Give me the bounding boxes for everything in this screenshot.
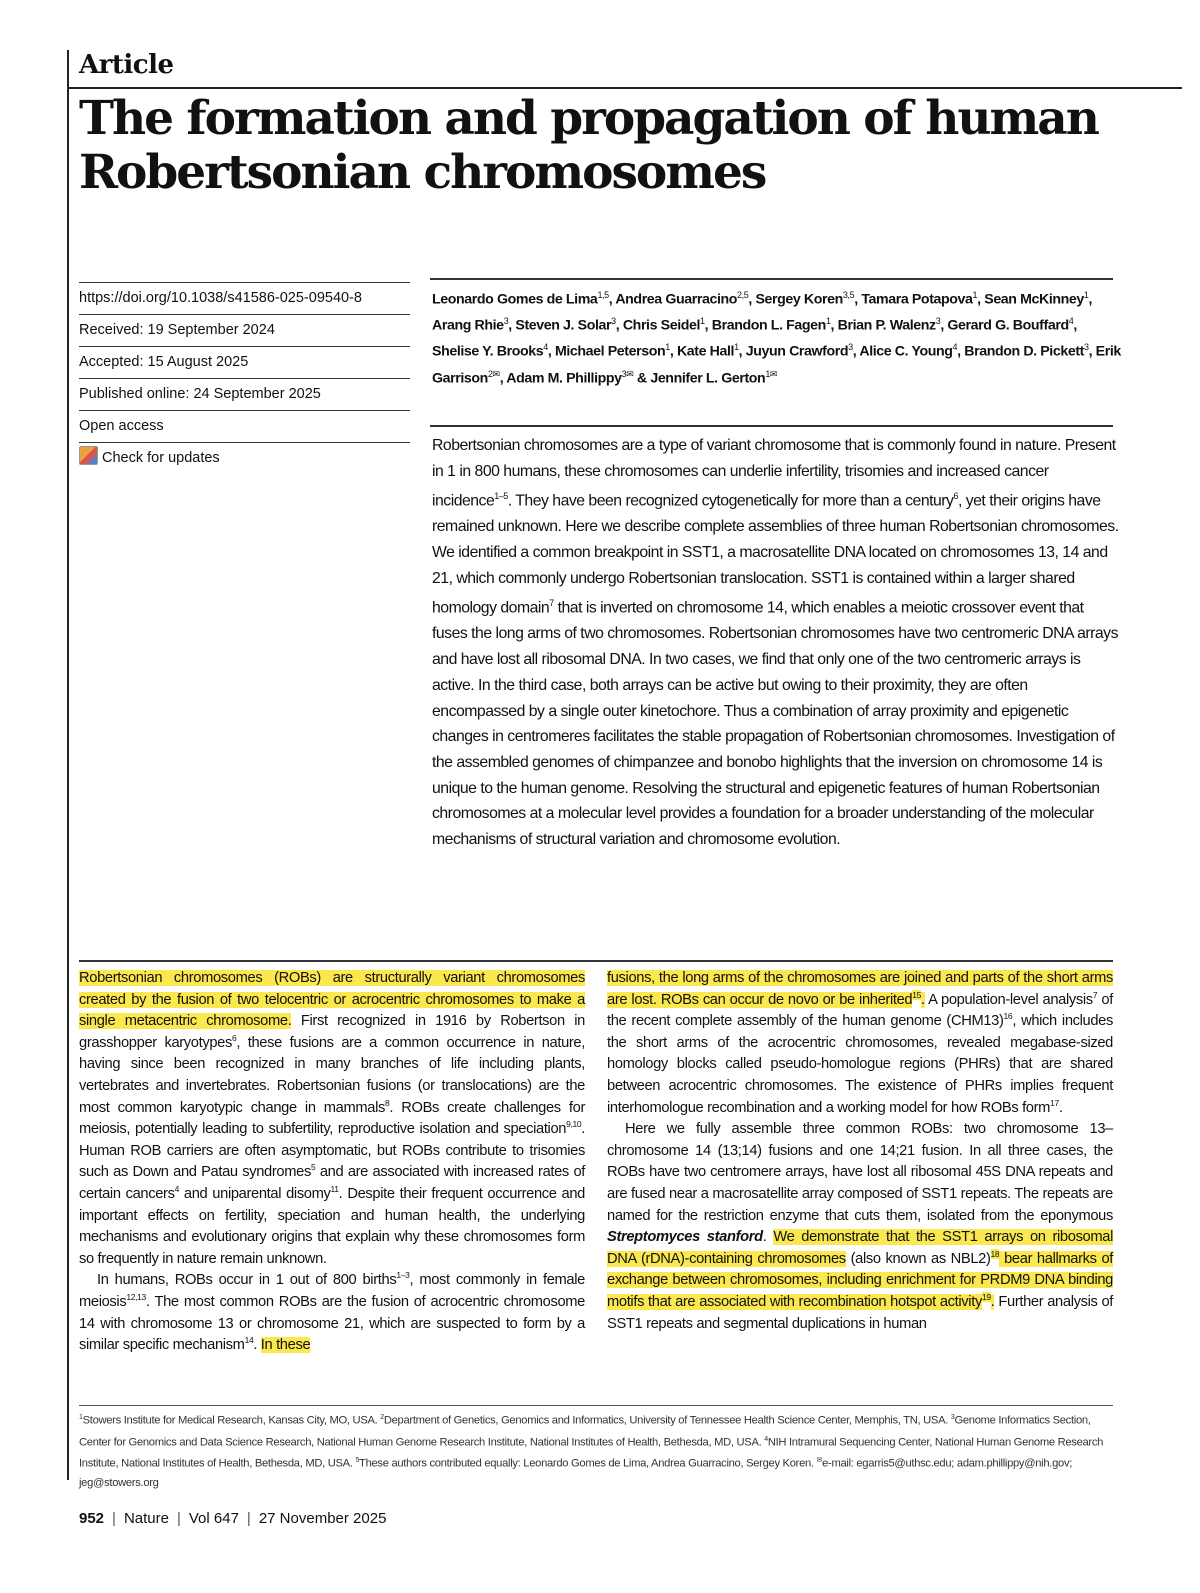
body-rule <box>79 960 1113 962</box>
author-name[interactable]: Sean McKinney <box>984 291 1084 308</box>
journal-name: Nature <box>123 1510 169 1527</box>
author-name[interactable]: Andrea Guarracino <box>615 291 738 308</box>
author-name[interactable]: Steven J. Solar <box>515 317 612 334</box>
abstract-text: , yet their origins have remained unknown. Here we describe complete assemblies of three human Robertsonian chromosomes. We identified a common breakpoint in SST1, a macrosatellite DNA located on chromosomes 13, 14 and 21, which commonly undergo Robertsonian translocation. SST1 is contained within a larger shared homology domain <box>432 492 1119 617</box>
volume: Vol 647 <box>188 1510 239 1527</box>
affiliations: $^1$Stowers Institute for Medical Research, Kansas City, MO, USA. $^2$Department of Genetics, Genomics and Informatics, University of Tennessee Health Science Center, Memphis, TN, USA. $^3$Genome Informatics Section, Center for Genomics and Data Science Research, National Human Genome Research Institute, National Institutes of Health, Bethesda, MD, USA. $^4$NIH Intramural Sequencing Center, National Human Genome Research Institute, National Institutes of Health, Bethesda, MD, USA. $^5$These authors contributed equally: Leonardo Gomes de Lima, Andrea Guarracino, Sergey Koren. ✉e-mail: egarris5@uthsc.edu; adam.phillippy@nih.gov; jeg@stowers.org <box>79 1414 1104 1489</box>
author-name[interactable]: Tamara Potapova <box>861 291 973 308</box>
abstract-text: that is inverted on chromosome 14, which enables a meiotic crossover event that fuses the long arms of two chromosomes. Robertsonian chromosomes have two centromeric DNA arrays and have lost all ribosomal DNA. In two cases, we find that only one of the two centromeric arrays is active. In the third case, both arrays can be active but owing to their proximity, they are often encompassed by a single outer kinetochore. Thus a combination of array proximity and epigenetic changes in centromeres facilitates the stable propagation of Robertsonian chromosomes. Investigation of the assembled genomes of chimpanzee and bonobo highlights that the inversion on chromosome 14 is unique to the human genome. Resolving the structural and epigenetic features of human Robertsonian chromosomes at a molecular level provides a foundation for a broader understanding of the molecular mechanisms of structural variation and chromosome evolution. <box>432 599 1118 849</box>
author-name[interactable]: Shelise Y. Brooks <box>432 344 544 361</box>
author-affiliation-mark: 1✉ <box>765 368 778 379</box>
citation[interactable]: 19 <box>981 1292 991 1303</box>
article-metadata <box>79 282 410 474</box>
article-type-label: Article <box>79 50 174 80</box>
citation[interactable]: 1–5 <box>494 491 508 502</box>
citation[interactable]: 18 <box>990 1248 1000 1259</box>
author-affiliation-mark: 3,5 <box>842 290 855 300</box>
author-affiliation-mark: 3✉ <box>621 368 634 379</box>
author-affiliation-mark: 4 <box>1068 316 1074 327</box>
citation[interactable]: 8 <box>385 1097 390 1108</box>
authors-rule <box>430 278 1113 280</box>
abstract-text: . They have been recognized cytogenetically for more than a century <box>507 492 954 510</box>
left-margin-rule <box>67 50 69 1480</box>
citation[interactable]: 7 <box>549 598 554 609</box>
author-name[interactable]: Adam M. Phillippy <box>506 370 622 387</box>
body-paragraph: Robertsonian chromosomes (ROBs) are structurally variant chromosomes created by the fusion of two telocentric or acrocentric chromosomes to make a single metacentric chromosome. First recognized in 1916 by Robertson in grasshopper karyotypes$^6$, these fusions are a common occurrence in nature, having since been recognized in many branches of life including plants, vertebrates and invertebrates. Robertsonian fusions (or translocations) are the most common karyotypic change in mammals$^8$. ROBs create challenges for meiosis, potentially leading to subfertility, reproductive isolation and speciation$^{9,10}$. Human ROB carriers are often asymptomatic, but ROBs contribute to trisomies such as Down and Patau syndromes$^5$ and are associated with increased rates of certain cancers$^4$ and uniparental disomy$^{11}$. Despite their frequent occurrence and important effects on fertility, speciation and human health, the underlying mechanisms and evolutionary origins that explain why these chromosomes form so frequently in nature remain unknown. <box>79 970 586 1267</box>
accepted-date: Accepted: 15 August 2025 <box>79 346 410 378</box>
header-rule <box>67 87 1182 89</box>
body-paragraph: Here we fully assemble three common ROBs: two chromosome 13–chromosome 14 (13;14) fusions and one 14;21 fusion. In all three cases, the ROBs have two centromere arrays, have lost all ribosomal 45S DNA repeats and are fused near a macrosatellite array composed of SST1 repeats. The repeats are named for the restriction enzyme that cuts them, isolated from the eponymous Streptomyces stanford. We demonstrate that the SST1 arrays on ribosomal DNA (rDNA)-containing chromosomes (also known as NBL2)$^{18}$ bear hallmarks of exchange between chromosomes, including enrichment for PRDM9 DNA binding motifs that are associated with recombination hotspot activity$^{19}$. Further analysis of SST1 repeats and segmental duplications in human <box>607 1121 1113 1332</box>
citation[interactable]: 6 <box>953 491 958 502</box>
author-affiliation-mark: 1,5 <box>597 290 609 300</box>
citation[interactable]: 6 <box>231 1032 237 1043</box>
citation[interactable]: 17 <box>1050 1097 1059 1108</box>
citation[interactable]: 12,13 <box>126 1292 146 1303</box>
author-affiliation-mark: 3 <box>1083 342 1089 353</box>
citation[interactable]: 15 <box>912 989 922 1000</box>
author-name[interactable]: Brandon D. Pickett <box>964 344 1084 361</box>
email-addresses[interactable]: e-mail: egarris5@uthsc.edu; adam.phillippy@nih.gov; jeg@stowers.org <box>79 1457 1073 1489</box>
page-number: 952 <box>79 1510 105 1527</box>
author-affiliation-mark: 1 <box>700 316 705 327</box>
author-name[interactable]: Kate Hall <box>676 344 735 361</box>
author-name[interactable]: Erik Garrison <box>432 344 1121 387</box>
abstract <box>432 433 1122 853</box>
author-affiliation-mark: 1 <box>734 342 739 353</box>
author-affiliation-mark: 1 <box>1083 290 1089 300</box>
body-column-left <box>79 968 585 1357</box>
author-affiliation-mark: 4 <box>952 342 958 353</box>
affiliations-rule <box>79 1405 1113 1406</box>
citation[interactable]: 14 <box>244 1335 254 1346</box>
author-name[interactable]: Sergey Koren <box>755 291 843 308</box>
published-date: Published online: 24 September 2025 <box>79 378 410 410</box>
species-name: Streptomyces stanford <box>607 1229 763 1246</box>
author-affiliation-mark: 1 <box>665 342 670 353</box>
author-name[interactable]: Brandon L. Fagen <box>711 317 826 334</box>
highlighted-text: fusions, the long arms of the chromosomes are joined and parts of the short arms are lost. ROBs can occur de novo or be inherited <box>607 970 1113 1008</box>
author-name[interactable]: Leonardo Gomes de Lima <box>432 291 598 308</box>
article-title: The formation and propagation of human Robertsonian chromosomes <box>79 91 1098 200</box>
citation[interactable]: 9,10 <box>566 1119 582 1130</box>
author-affiliation-mark: 3 <box>503 316 509 327</box>
author-affiliation-mark: 3 <box>848 342 853 353</box>
citation[interactable]: 5 <box>310 1162 316 1173</box>
author-name[interactable]: Michael Peterson <box>554 344 666 361</box>
author-name[interactable]: Alice C. Young <box>859 344 953 361</box>
page-footer: 952 | Nature | Vol 647 | 27 November 2025 <box>79 1510 387 1527</box>
highlighted-text: bear hallmarks of exchange between chromosomes, including enrichment for PRDM9 DNA binding motifs that are associated with recombination hotspot activity <box>607 1250 1113 1310</box>
citation[interactable]: 4 <box>174 1184 179 1195</box>
author-list: Leonardo Gomes de Lima$^{1,5}$, Andrea Guarracino$^{2,5}$, Sergey Koren$^{3,5}$, Tamara Potapova$^1$, Sean McKinney$^1$, Arang Rhie$^3$, Steven J. Solar$^3$, Chris Seidel$^1$, Brandon L. Fagen$^1$, Brian P. Walenz$^3$, Gerard G. Bouffard$^4$, Shelise Y. Brooks$^4$, Michael Peterson$^1$, Kate Hall$^1$, Juyun Crawford$^3$, Alice C. Young$^4$, Brandon D. Pickett$^3$, Erik Garrison$^{2✉}$, Adam M. Phillippy$^{3✉}$ & Jennifer L. Gerton$^{1✉}$ <box>432 290 1121 387</box>
author-name[interactable]: Juyun Crawford <box>745 344 849 361</box>
body-paragraph: fusions, the long arms of the chromosomes are joined and parts of the short arms are lost. ROBs can occur de novo or be inherited$^{15}$. A population-level analysis$^7$ of the recent complete assembly of the human genome $(CHM13)^{16}$, which includes the short arms of the acrocentric chromosomes, revealed megabase-sized homology blocks called pseudo-homologue regions (PHRs) that are shared between acrocentric chromosomes. The existence of PHRs implies frequent interhomologue recombination and a working model for how ROBs form$^{17}$. <box>607 970 1113 1116</box>
author-affiliation-mark: 1 <box>825 316 831 327</box>
issue-date: 27 November 2025 <box>258 1510 387 1527</box>
highlighted-text: Robertsonian chromosomes (ROBs) are structurally variant chromosomes created by the fusion of two telocentric or acrocentric chromosomes to make a single metacentric chromosome. <box>79 970 585 1030</box>
author-affiliation-mark: 3 <box>611 316 616 327</box>
author-affiliation-mark: 3 <box>935 316 941 327</box>
body-paragraph: In humans, ROBs occur in 1 out of 800 births$^{1-3}$, most commonly in female meiosis$^{12,13}$. The most common ROBs are the fusion of acrocentric chromosome 14 with chromosome 13 or chromosome 21, which are suspected to form by a similar specific mechanism$^{14}$. In these <box>79 1270 585 1354</box>
citation[interactable]: 16 <box>1003 1011 1013 1022</box>
author-name[interactable]: Jennifer L. Gerton <box>650 370 766 387</box>
highlighted-text: In these <box>260 1337 311 1354</box>
citation[interactable]: 11 <box>330 1184 339 1195</box>
author-name[interactable]: Gerard G. Bouffard <box>947 317 1069 334</box>
abstract-text: Robertsonian chromosomes are a type of variant chromosome that is commonly found in nature. Present in 1 in 800 humans, these chromosomes can underlie infertility, trisomies and increased cancer incidence <box>432 437 1116 510</box>
abstract-rule <box>430 425 1113 427</box>
check-for-updates-link[interactable] <box>79 442 410 474</box>
author-affiliation-mark: 1 <box>972 290 978 300</box>
citation[interactable]: 1–3 <box>396 1270 410 1281</box>
body-column-right <box>607 968 1113 1335</box>
author-name[interactable]: Chris Seidel <box>622 317 701 334</box>
check-for-updates-label: Check for updates <box>102 450 220 466</box>
crossmark-icon <box>79 446 98 465</box>
author-affiliation-mark: 2,5 <box>737 290 749 300</box>
highlighted-text: We demonstrate that the SST1 arrays on ribosomal DNA (rDNA)-containing chromosomes <box>607 1229 1113 1267</box>
doi-link[interactable]: https://doi.org/10.1038/s41586-025-09540-8 <box>79 282 410 314</box>
received-date: Received: 19 September 2024 <box>79 314 410 346</box>
open-access-label: Open access <box>79 410 410 442</box>
citation[interactable]: 7 <box>1092 989 1098 1000</box>
author-name[interactable]: Arang Rhie <box>432 317 504 334</box>
author-affiliation-mark: 2✉ <box>487 368 500 379</box>
author-affiliation-mark: 4 <box>543 342 548 353</box>
author-name[interactable]: Brian P. Walenz <box>837 317 936 334</box>
